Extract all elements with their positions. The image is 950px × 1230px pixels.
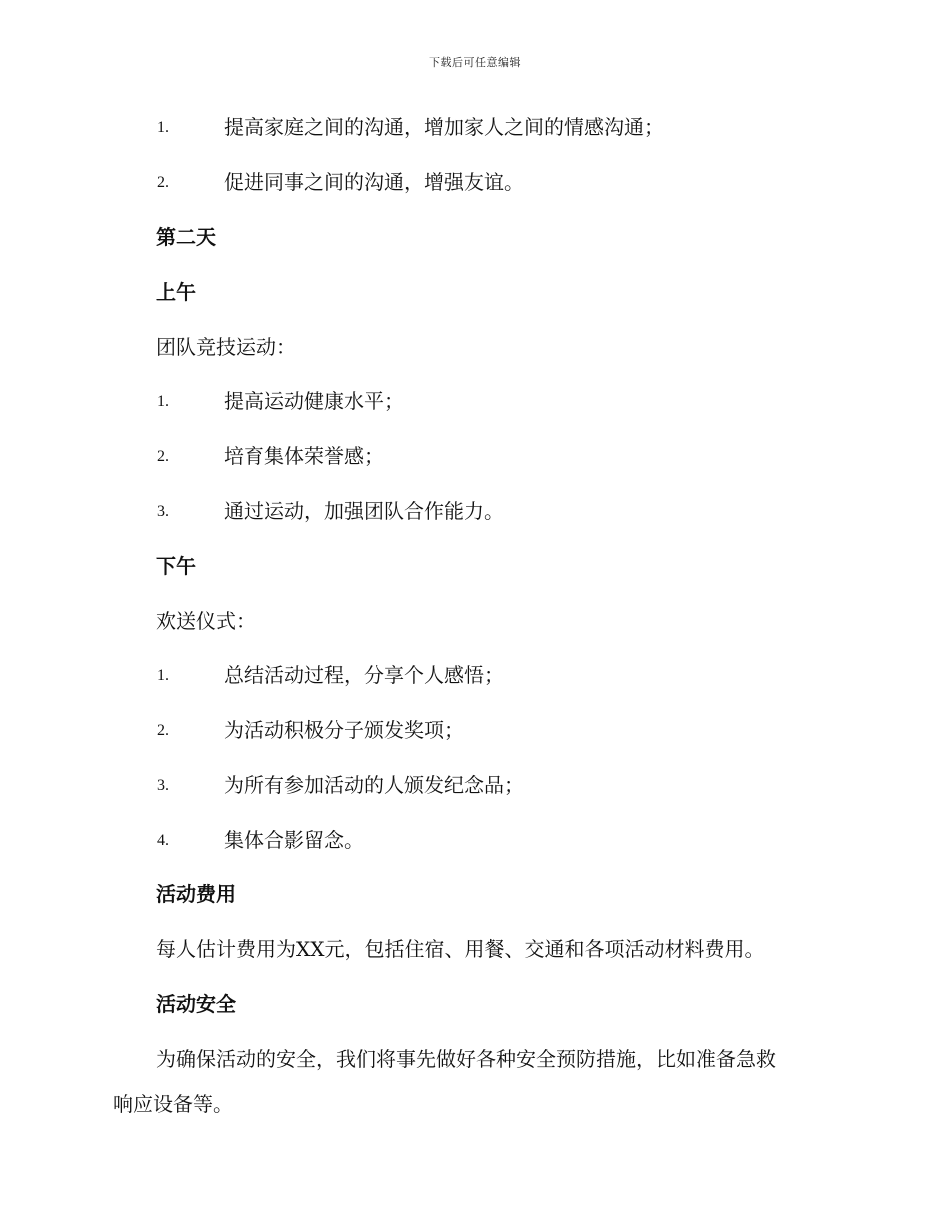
list-number: 4. xyxy=(157,832,169,849)
morning-intro: 团队竞技运动： xyxy=(156,335,296,359)
list-number: 1. xyxy=(157,119,169,136)
list-item-text: 集体合影留念。 xyxy=(224,828,364,852)
header-note: 下载后可任意编辑 xyxy=(429,56,521,69)
afternoon-intro: 欢送仪式： xyxy=(156,609,256,633)
list-item-text: 提高运动健康水平； xyxy=(224,389,404,413)
list-item-text: 通过运动，加强团队合作能力。 xyxy=(224,499,504,523)
list-number: 1. xyxy=(157,667,169,684)
list-number: 1. xyxy=(157,393,169,410)
list-number: 3. xyxy=(157,777,169,794)
afternoon-heading: 下午 xyxy=(156,554,196,578)
cost-heading: 活动费用 xyxy=(156,882,236,906)
list-number: 2. xyxy=(157,448,169,465)
list-item-text: 提高家庭之间的沟通，增加家人之间的情感沟通； xyxy=(224,115,664,139)
list-number: 2. xyxy=(157,174,169,191)
list-item-text: 培育集体荣誉感； xyxy=(224,444,384,468)
cost-text: 每人估计费用为XX元，包括住宿、用餐、交通和各项活动材料费用。 xyxy=(156,937,765,961)
list-number: 2. xyxy=(157,722,169,739)
list-item-text: 总结活动过程，分享个人感悟； xyxy=(224,663,504,687)
morning-heading: 上午 xyxy=(156,280,196,304)
safety-heading: 活动安全 xyxy=(156,992,236,1016)
safety-text-line2: 响应设备等。 xyxy=(113,1092,233,1116)
list-item-text: 促进同事之间的沟通，增强友谊。 xyxy=(224,170,524,194)
day-heading: 第二天 xyxy=(156,225,216,249)
list-number: 3. xyxy=(157,503,169,520)
list-item-text: 为活动积极分子颁发奖项； xyxy=(224,718,464,742)
safety-text-line1: 为确保活动的安全，我们将事先做好各种安全预防措施，比如准备急救 xyxy=(156,1047,776,1071)
list-item-text: 为所有参加活动的人颁发纪念品； xyxy=(224,773,524,797)
